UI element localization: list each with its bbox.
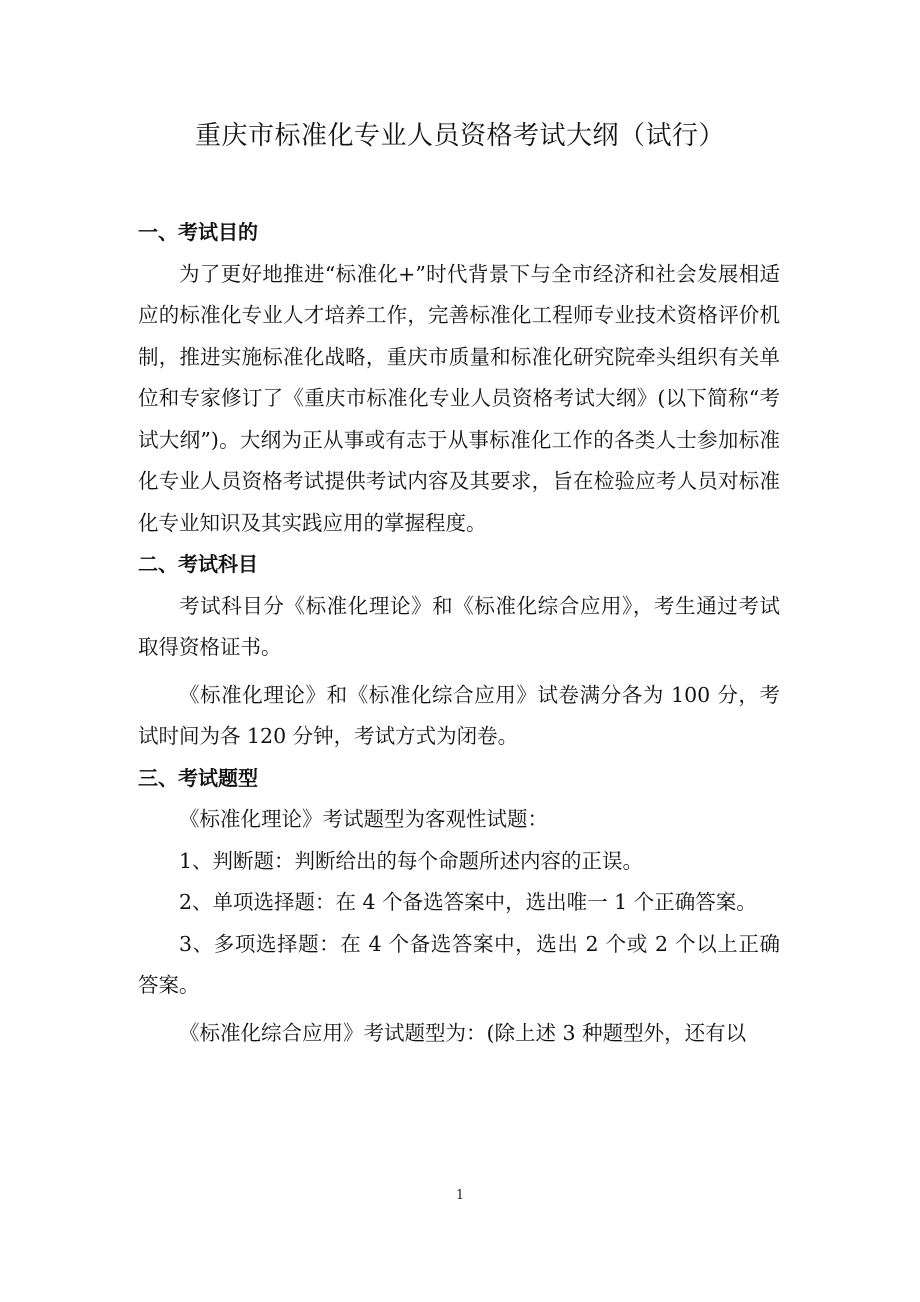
- list-item: 2、单项选择题：在 4 个备选答案中，选出唯一 1 个正确答案。: [179, 890, 757, 914]
- document-body: [138, 212, 780, 1054]
- section-heading-question-types: 三、考试题型: [138, 765, 258, 790]
- paragraph: 《标准化综合应用》考试题型为：(除上述 3 种题型外，还有以: [179, 1020, 747, 1045]
- section-heading-purpose: 一、考试目的: [138, 220, 258, 244]
- section-heading-subjects: 二、考试科目: [138, 552, 258, 576]
- page-number: 1: [455, 1188, 465, 1203]
- paragraph: 《标准化理论》和《标准化综合应用》试卷满分各为 100 分，考试时间为各 120 分钟，考试方式为闭卷。: [138, 682, 780, 748]
- paragraph: 《标准化理论》考试题型为客观性试题：: [179, 807, 548, 831]
- document-title: 重庆市标准化专业人员资格考试大纲（试行）: [194, 121, 725, 151]
- list-item: 3、多项选择题：在 4 个备选答案中，选出 2 个或 2 个以上正确答案。: [138, 931, 780, 997]
- list-item: 1、判断题：判断给出的每个命题所述内容的正误。: [179, 848, 644, 873]
- paragraph: 考试科目分《标准化理论》和《标准化综合应用》，考生通过考试取得资格证书。: [138, 593, 780, 659]
- paragraph: 为了更好地推进“标准化+”时代背景下与全市经济和社会发展相适应的标准化专业人才培养工作，完善标准化工程师专业技术资格评价机制，推进实施标准化战略，重庆市质量和标准化研究院牵头组织有关单位和专家修订了《重庆市标准化专业人员资格考试大纲》(以下简称“考试大纲”)。大纲为正从事或有志于从事标准化工作的各类人士参加标准化专业人员资格考试提供考试内容及其要求，旨在检验应考人员对标准化专业知识及其实践应用的掌握程度。: [138, 261, 780, 535]
